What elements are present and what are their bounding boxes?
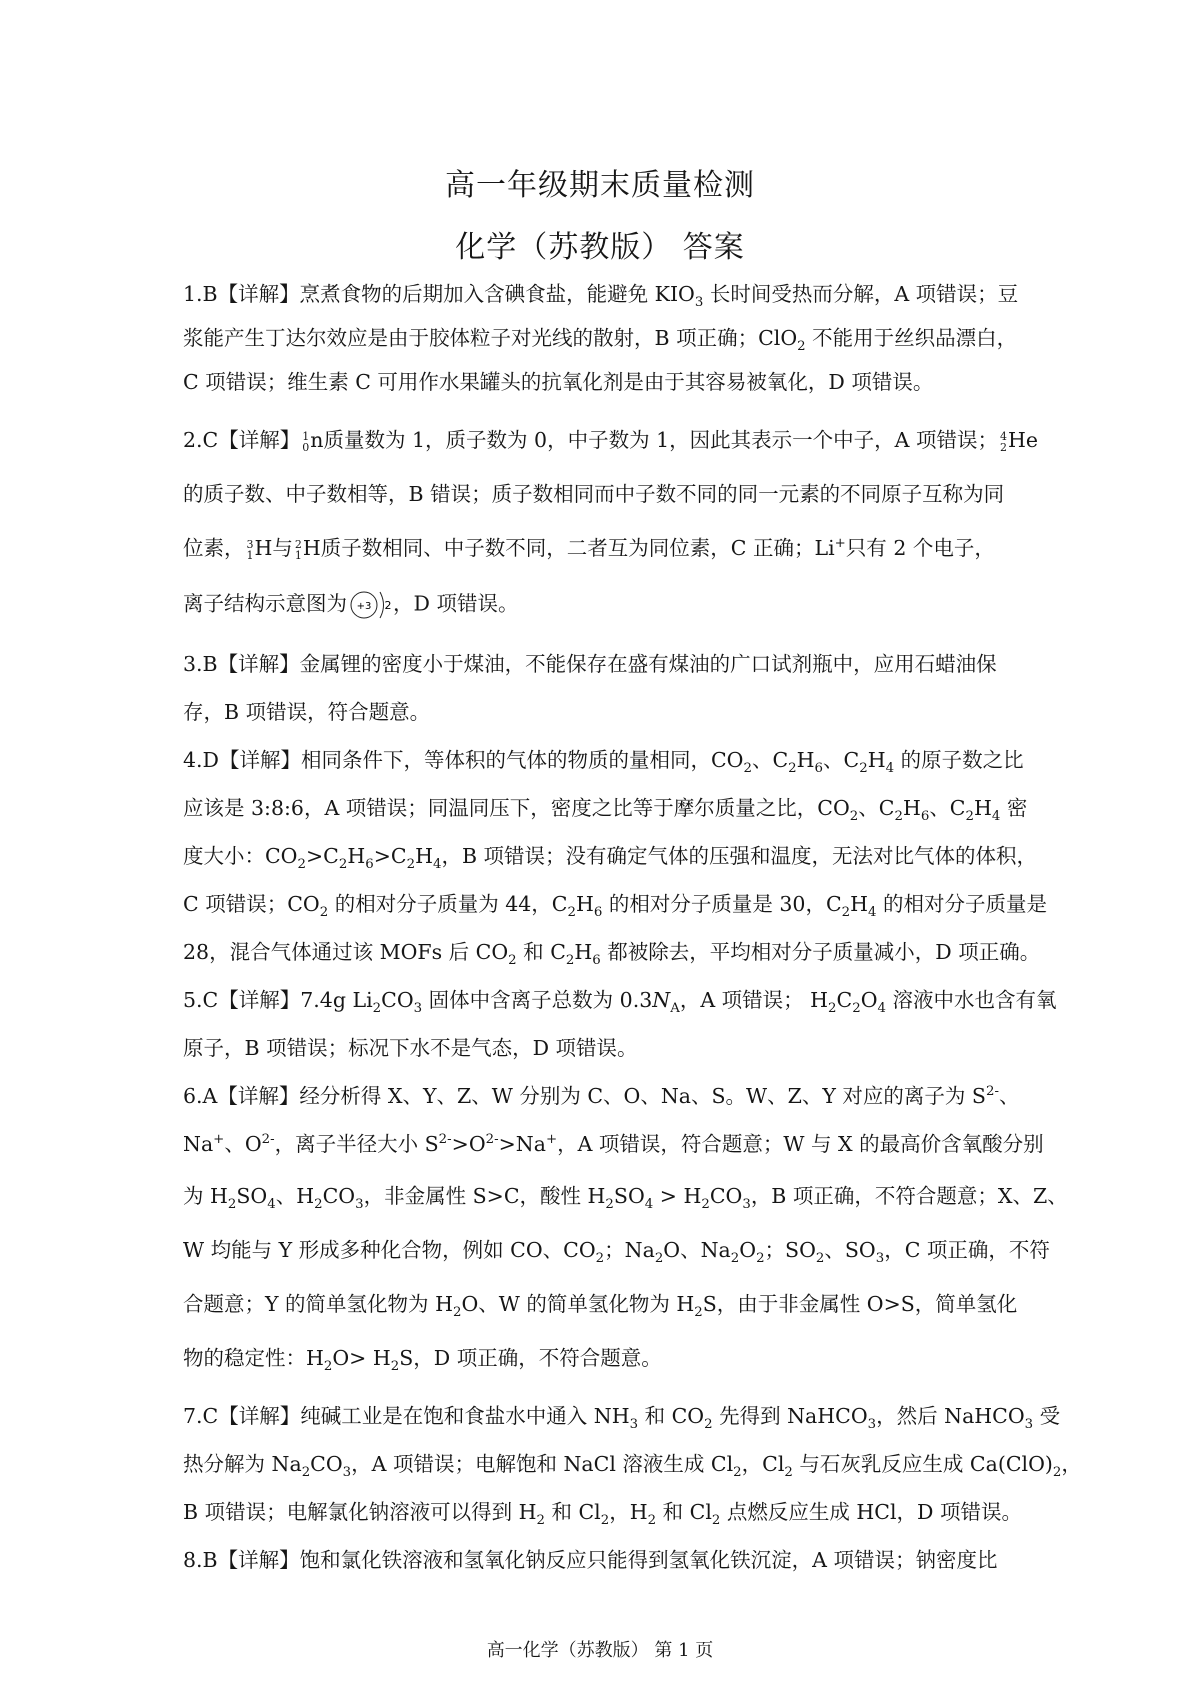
answer-7-line-3: B 项错误；电解氯化钠溶液可以得到 $H_2$ 和 $Cl_2$，$H_2$ 和 $Cl_2$ 点燃反应生成 HCl，D 项错误。: [183, 1500, 1022, 1529]
answer-4-line-3: 度大小：$CO_2>C_2H_6>C_2H_4$，B 项错误；没有确定气体的压强和温度，无法对比气体的体积，: [183, 844, 1038, 873]
svg-text:+3: +3: [356, 601, 372, 612]
answer-6-line-1: 6.A【详解】经分析得 X、Y、Z、W 分别为 C、O、Na、S。W、Z、Y 对应的离子为 $S^{2-}$、: [183, 1084, 1020, 1108]
answer-1-line-3: C 项错误；维生素 C 可用作水果罐头的抗氧化剂是由于其容易被氧化，D 项错误。: [183, 370, 934, 394]
answer-2-line-2: 的质子数、中子数相等，B 错误；质子数相同而中子数不同的同一元素的不同原子互称为同: [183, 482, 1005, 506]
answer-2-line-1: 2.C【详解】 1 0 n质量数为 1，质子数为 0，中子数为 1，因此其表示一个中子，A 项错误； 4 2 He: [183, 428, 1038, 454]
answer-4-line-1: 4.D【详解】相同条件下，等体积的气体的物质的量相同，$CO_2$、$C_2H_6$、$C_2H_4$ 的原子数之比: [183, 748, 1024, 777]
answer-1-line-2: 浆能产生丁达尔效应是由于胶体粒子对光线的散射，B 项正确；ClO$_2$ 不能用于丝织品漂白，: [183, 326, 1018, 355]
page-title: 高一年级期末质量检测: [445, 168, 755, 203]
answer-7-line-1: 7.C【详解】纯碱工业是在饱和食盐水中通入 $NH_3$ 和 $CO_2$ 先得到 NaHCO$_3$，然后 NaHCO$_3$ 受: [183, 1404, 1061, 1433]
answer-4-line-5: 28，混合气体通过该 MOFs 后 $CO_2$ 和 $C_2H_6$ 都被除去，平均相对分子质量减小，D 项正确。: [183, 940, 1041, 969]
answer-1-line-1: 1.B【详解】烹煮食物的后期加入含碘食盐，能避免 $KIO_3$ 长时间受热而分解，A 项错误；豆: [183, 282, 1019, 311]
answer-8-line-1: 8.B【详解】饱和氯化铁溶液和氢氧化钠反应只能得到氢氧化铁沉淀，A 项错误；钠密度比: [183, 1548, 998, 1572]
answer-6-line-4: W 均能与 Y 形成多种化合物，例如 CO、$CO_2$；$Na_2O$、$Na_2O_2$；$SO_2$、$SO_3$，C 项正确，不符: [183, 1238, 1050, 1267]
page-footer: 高一化学（苏教版） 第 1 页: [486, 1640, 714, 1661]
helium-nuclide-notation: 4 2: [999, 429, 1007, 454]
answer-6-line-6: 物的稳定性：$H_2O> H_2S$，D 项正确，不符合题意。: [183, 1346, 662, 1375]
answer-4-line-2: 应该是 3:8:6，A 项错误；同温同压下，密度之比等于摩尔质量之比，$CO_2$、$C_2H_6$、$C_2H_4$ 密: [183, 796, 1028, 825]
answer-2-line-3: 位素， 3 1 H与 2 1 H质子数相同、中子数不同，二者互为同位素，C 正确；Li+只有 2 个电子，: [183, 536, 995, 562]
answer-7-line-2: 热分解为 $Na_2CO_3$，A 项错误；电解饱和 NaCl 溶液生成 $Cl_2$，$Cl_2$ 与石灰乳反应生成 $Ca(ClO)_2$，: [183, 1452, 1082, 1481]
answer-3-line-1: 3.B【详解】金属锂的密度小于煤油，不能保存在盛有煤油的广口试剂瓶中，应用石蜡油保: [183, 652, 997, 676]
answer-2-line-4: 离子结构示意图为 +3 2 ，D 项错误。: [183, 588, 1023, 622]
answer-3-line-2: 存，B 项错误，符合题意。: [183, 700, 431, 724]
answer-5-line-2: 原子，B 项错误；标况下水不是气态，D 项错误。: [183, 1036, 638, 1060]
answer-5-line-1: 5.C【详解】7.4g $Li_2CO_3$ 固体中含离子总数为 $0.3N_A$，A 项错误； $H_2C_2O_4$ 溶液中水也含有氧: [183, 988, 1057, 1017]
lithium-ion-structure-diagram: [347, 588, 393, 622]
answer-6-line-2: Na+、$O^{2-}$，离子半径大小 $S^{2-}>O^{2-}>Na^+$，A 项错误，符合题意；W 与 X 的最高价含氧酸分别: [183, 1132, 1044, 1156]
svg-text:2: 2: [384, 599, 392, 612]
answer-4-line-4: C 项错误；$CO_2$ 的相对分子质量为 44，$C_2H_6$ 的相对分子质量是 30，$C_2H_4$ 的相对分子质量是: [183, 892, 1048, 921]
answer-6-line-3: 为 $H_2SO_4$、$H_2CO_3$，非金属性 S>C，酸性 $H_2SO_4 > H_2CO_3$，B 项正确，不符合题意；X、Z、: [183, 1184, 1068, 1213]
answer-6-line-5: 合题意；Y 的简单氢化物为 $H_2O$、W 的简单氢化物为 $H_2S$，由于非金属性 O>S，简单氢化: [183, 1292, 1018, 1321]
deuterium-nuclide-notation: 2 1: [294, 537, 302, 562]
page-subtitle: 化学（苏教版） 答案: [455, 230, 745, 265]
neutron-nuclide-notation: 1 0: [302, 429, 310, 454]
tritium-nuclide-notation: 3 1: [246, 537, 254, 562]
